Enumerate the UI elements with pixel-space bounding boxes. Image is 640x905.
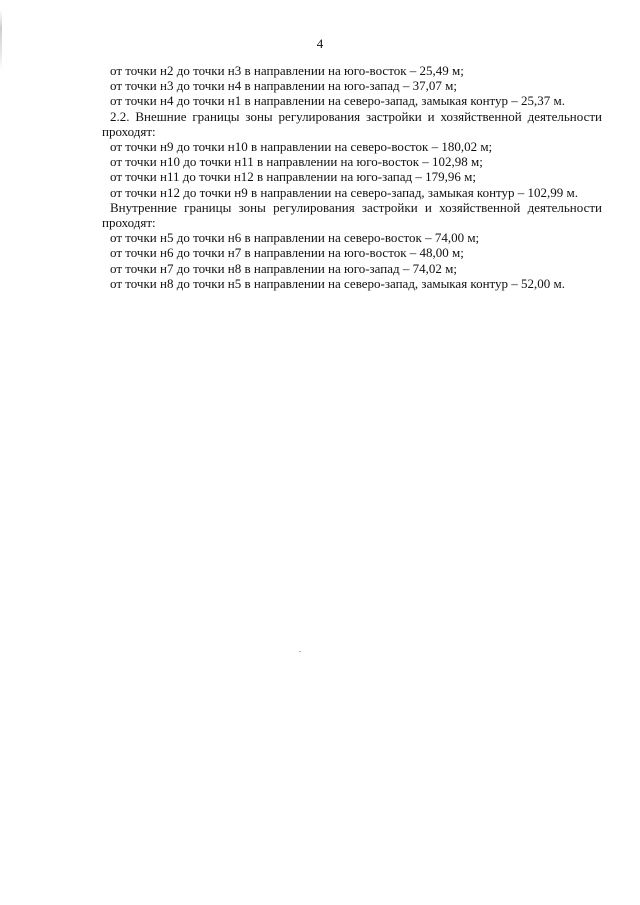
outer-segment-n11-n12: от точки н11 до точки н12 в направлении на юго-запад – 179,96 м;	[110, 169, 476, 185]
boundary-segment-n4-n1: от точки н4 до точки н1 в направлении на северо-запад, замыкая контур – 25,37 м.	[110, 93, 566, 109]
document-body	[102, 63, 602, 291]
inner-segment-n7-n8: от точки н7 до точки н8 в направлении на юго-запад – 74,02 м;	[110, 260, 457, 276]
boundary-segment-n2-n3: от точки н2 до точки н3 в направлении на юго-восток – 25,49 м;	[110, 63, 464, 78]
outer-segment-n12-n9: от точки н12 до точки н9 в направлении на северо-запад, замыкая контур – 102,99 м.	[110, 184, 579, 200]
inner-boundaries-heading: Внутренние границы зоны регулирования застройки и хозяйственной деятельности проходят:	[102, 199, 602, 231]
scan-speck	[299, 651, 301, 652]
outer-segment-n9-n10: от точки н9 до точки н10 в направлении на северо-восток – 180,02 м;	[110, 139, 493, 155]
inner-segment-n8-n5: от точки н8 до точки н5 в направлении на северо-запад, замыкая контур – 52,00 м.	[110, 275, 566, 291]
outer-segment-n10-n11: от точки н10 до точки н11 в направлении на юго-восток – 102,98 м;	[110, 154, 483, 170]
page-number: 4	[316, 36, 324, 51]
section-2-2-heading: 2.2. Внешние границы зоны регулирования застройки и хозяйственной деятельности проходят:	[102, 108, 602, 139]
inner-segment-n5-n6: от точки н5 до точки н6 в направлении на северо-восток – 74,00 м;	[110, 230, 480, 246]
boundary-segment-n3-n4: от точки н3 до точки н4 в направлении на юго-запад – 37,07 м;	[110, 78, 457, 94]
inner-segment-n6-n7: от точки н6 до точки н7 в направлении на юго-восток – 48,00 м;	[110, 245, 464, 261]
